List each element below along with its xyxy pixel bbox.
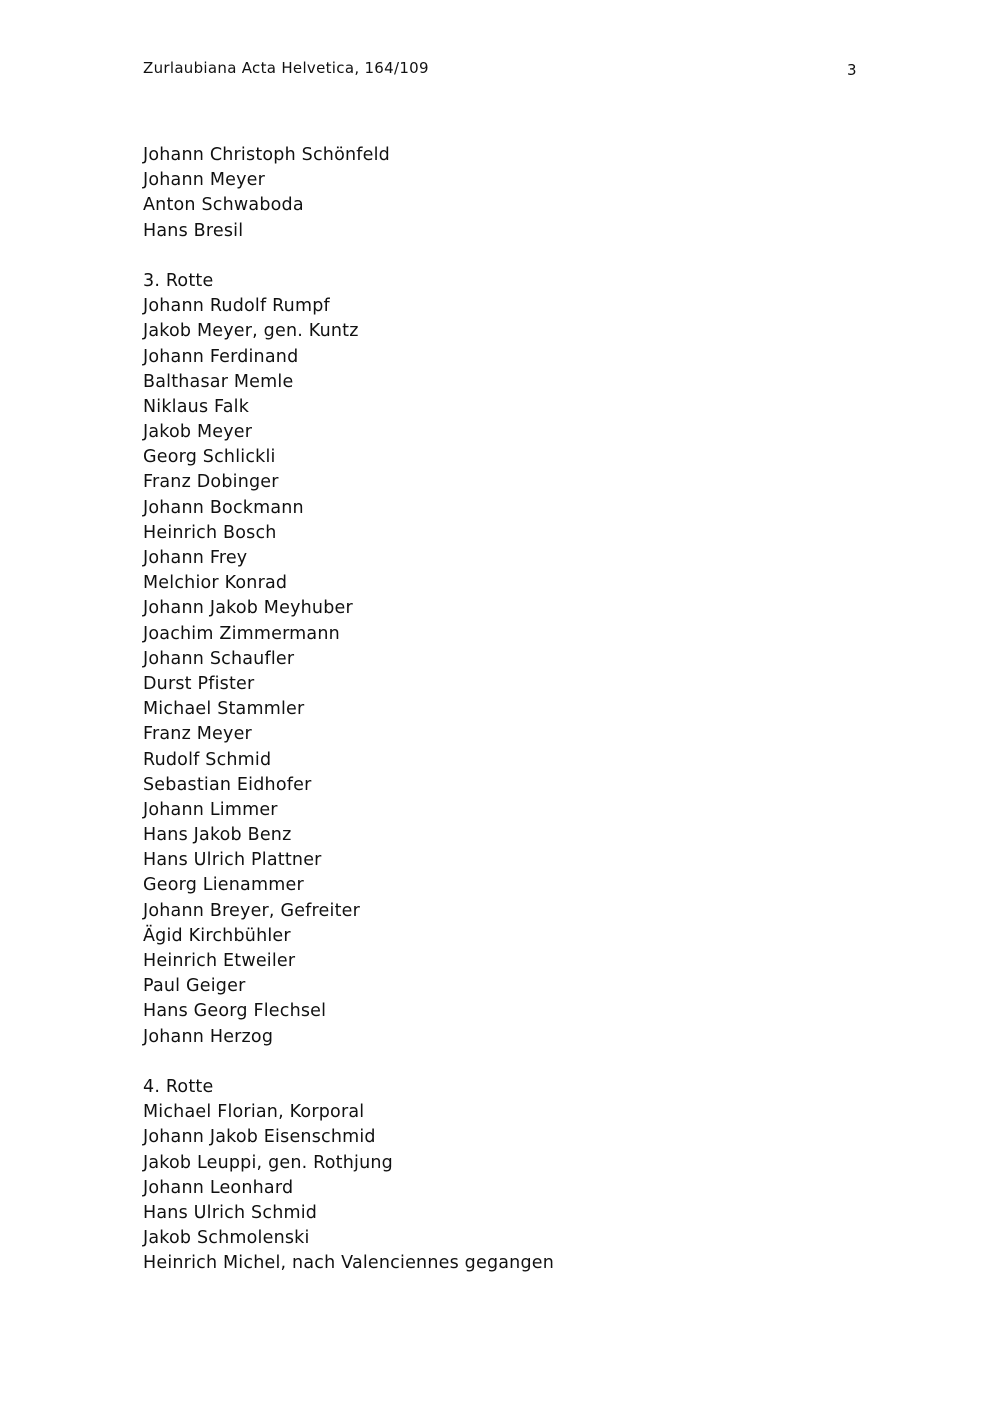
- list-item: Georg Schlickli: [143, 447, 276, 468]
- list-item: Anton Schwaboda: [143, 195, 304, 216]
- list-item: Franz Dobinger: [143, 472, 279, 493]
- list-item: Johann Limmer: [143, 799, 278, 820]
- list-item: Ägid Kirchbühler: [143, 925, 291, 946]
- list-item: Johann Frey: [143, 548, 248, 568]
- list-item: Jakob Leuppi, gen. Rothjung: [143, 1152, 393, 1173]
- list-item: Durst Pfister: [143, 673, 255, 694]
- list-item: Hans Ulrich Schmid: [143, 1202, 318, 1223]
- list-item: Johann Bockmann: [143, 497, 304, 518]
- rotte-4-section: [143, 1075, 923, 1277]
- list-item: Joachim Zimmermann: [143, 623, 340, 644]
- list-item: Hans Bresil: [143, 220, 244, 241]
- list-item: Michael Florian, Korporal: [143, 1102, 365, 1123]
- section-gap: [143, 1050, 923, 1075]
- list-item: Georg Lienammer: [143, 875, 304, 896]
- list-item: Johann Christoph Schönfeld: [143, 145, 390, 165]
- list-item: Paul Geiger: [143, 976, 246, 997]
- list-item: Niklaus Falk: [143, 396, 250, 417]
- list-item: Melchior Konrad: [143, 573, 288, 594]
- list-item: Hans Ulrich Plattner: [143, 850, 322, 871]
- list-item: Johann Herzog: [143, 1026, 274, 1047]
- list-item: Heinrich Bosch: [143, 522, 277, 543]
- page-number: 3: [847, 61, 857, 79]
- continuation-list: [143, 143, 923, 244]
- list-item: Sebastian Eidhofer: [143, 774, 312, 795]
- section-heading: 3. Rotte: [143, 270, 214, 291]
- list-item: Johann Jakob Meyhuber: [143, 598, 353, 619]
- section-gap: [143, 244, 923, 269]
- list-item: Jakob Meyer: [143, 422, 253, 443]
- list-item: Johann Jakob Eisenschmid: [143, 1127, 376, 1148]
- section-heading: 4. Rotte: [143, 1076, 214, 1097]
- list-item: Johann Rudolf Rumpf: [143, 296, 330, 317]
- document-header-title: Zurlaubiana Acta Helvetica, 164/109: [143, 59, 429, 77]
- roster-content: [143, 143, 923, 1276]
- list-item: Johann Ferdinand: [143, 346, 299, 367]
- list-item: Rudolf Schmid: [143, 749, 272, 770]
- list-item: Franz Meyer: [143, 724, 252, 745]
- list-item: Heinrich Etweiler: [143, 951, 296, 971]
- list-item: Johann Meyer: [143, 170, 266, 191]
- list-item: Heinrich Michel, nach Valenciennes gegangen: [143, 1253, 555, 1274]
- rotte-3-section: [143, 269, 923, 1050]
- list-item: Jakob Meyer, gen. Kuntz: [143, 321, 359, 342]
- list-item: Johann Leonhard: [143, 1177, 294, 1198]
- list-item: Hans Jakob Benz: [143, 825, 292, 846]
- list-item: Balthasar Memle: [143, 371, 294, 392]
- list-item: Johann Schaufler: [143, 648, 295, 669]
- list-item: Michael Stammler: [143, 699, 305, 720]
- list-item: Jakob Schmolenski: [143, 1228, 310, 1249]
- list-item: Hans Georg Flechsel: [143, 1001, 327, 1022]
- list-item: Johann Breyer, Gefreiter: [143, 900, 361, 921]
